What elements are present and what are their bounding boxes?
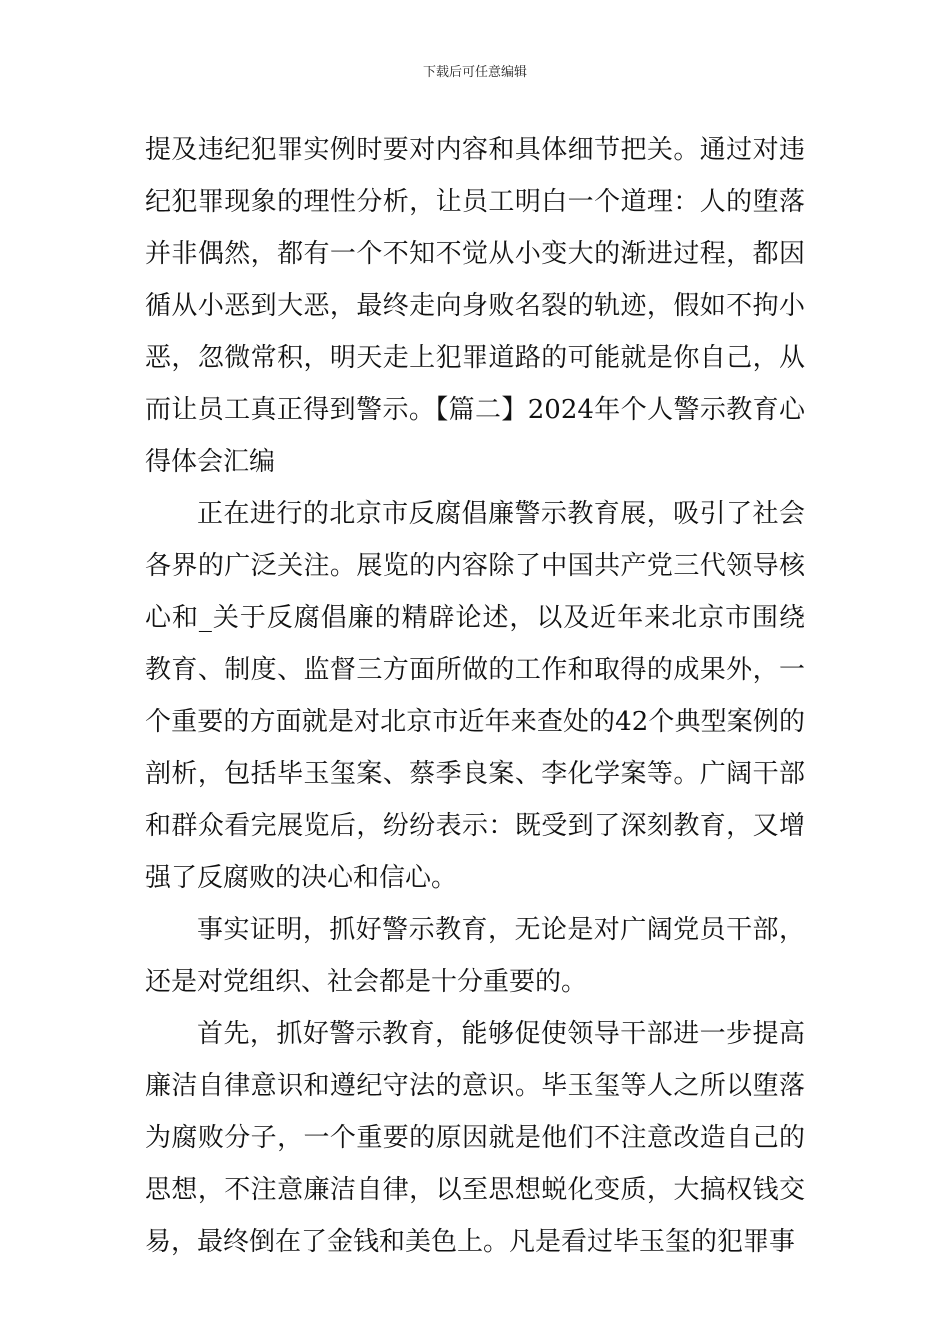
page-header: 下载后可任意编辑 [422, 65, 527, 80]
paragraph-facts: 事实证明，抓好警示教育，无论是对广阔党员干部，还是对党组织、社会都是十分重要的。 [145, 915, 805, 997]
paragraph-continuation: 提及违纪犯罪实例时要对内容和具体细节把关。通过对违纪犯罪现象的理性分析，让员工明白一个道理：人的堕落并非偶然，都有一个不知不觉从小变大的渐进过程，都因循从小恶到大恶，最终走向身败名裂的轨迹，假如不拘小恶，忽微常积，明天走上犯罪道路的可能就是你自己，从而让员工真正得到警示。【篇二】2024年个人警示教育心得体会汇编 [145, 135, 805, 477]
paragraph-first-point: 首先，抓好警示教育，能够促使领导干部进一步提高廉洁自律意识和遵纪守法的意识。毕玉玺等人之所以堕落为腐败分子，一个重要的原因就是他们不注意改造自己的思想，不注意廉洁自律，以至思想蜕化变质，大搞权钱交易，最终倒在了金钱和美色上。凡是看过毕玉玺的犯罪事 [145, 1019, 805, 1257]
paragraph-exhibition: 正在进行的北京市反腐倡廉警示教育展，吸引了社会各界的广泛关注。展览的内容除了中国共产党三代领导核心和_关于反腐倡廉的精辟论述，以及近年来北京市围绕教育、制度、监督三方面所做的工作和取得的成果外，一个重要的方面就是对北京市近年来查处的42个典型案例的剖析，包括毕玉玺案、蔡季良案、李化学案等。广阔干部和群众看完展览后，纷纷表示：既受到了深刻教育，又增强了反腐败的决心和信心。 [145, 499, 805, 893]
document-body [145, 124, 805, 1268]
